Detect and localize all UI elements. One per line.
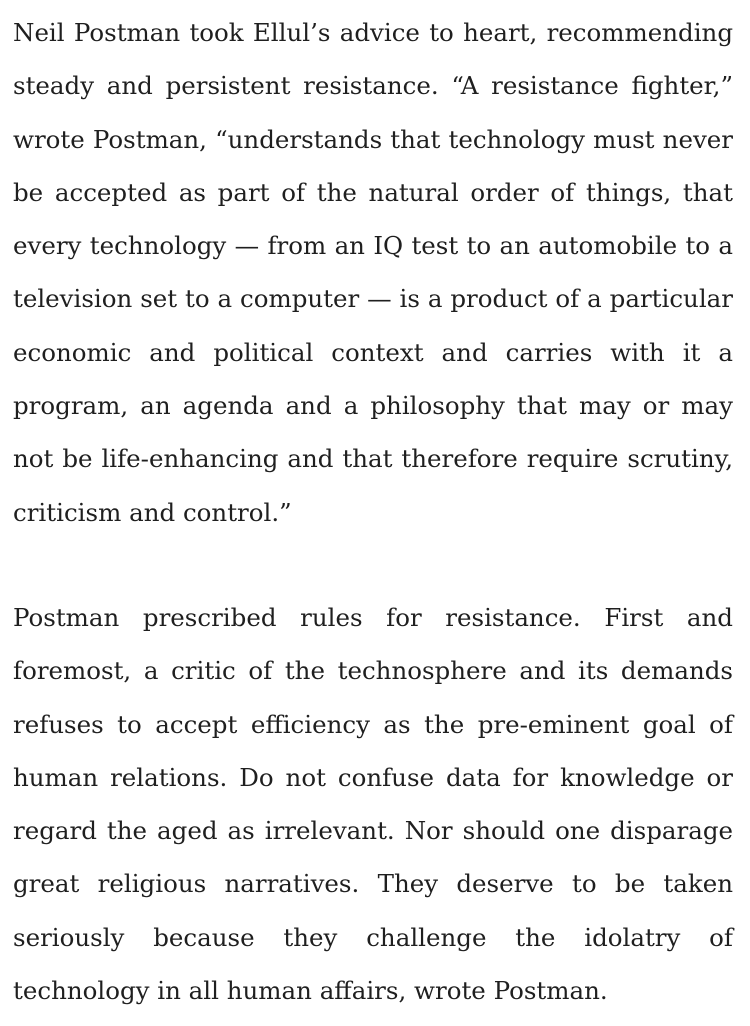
article-body	[13, 6, 733, 1017]
paragraph-1: Neil Postman took Ellul’s advice to heart, recommending steady and persistent resistance. “A resistance fighter,” wrote Postman, “understands that technology must never be accepted as part of the natural order of things, that every technology — from an IQ test to an automobile to a television set to a computer — is a product of a particular economic and political context and carries with it a program, an agenda and a philosophy that may or may not be life-enhancing and that therefore require scrutiny, criticism and control.”	[13, 18, 733, 527]
paragraph-2: Postman prescribed rules for resistance. First and foremost, a critic of the technosphere and its demands refuses to accept efficiency as the pre-eminent goal of human relations. Do not confuse data for knowledge or regard the aged as irrelevant. Nor should one disparage great religious narratives. They deserve to be taken seriously because they challenge the idolatry of technology in all human affairs, wrote Postman.	[13, 602, 733, 1006]
